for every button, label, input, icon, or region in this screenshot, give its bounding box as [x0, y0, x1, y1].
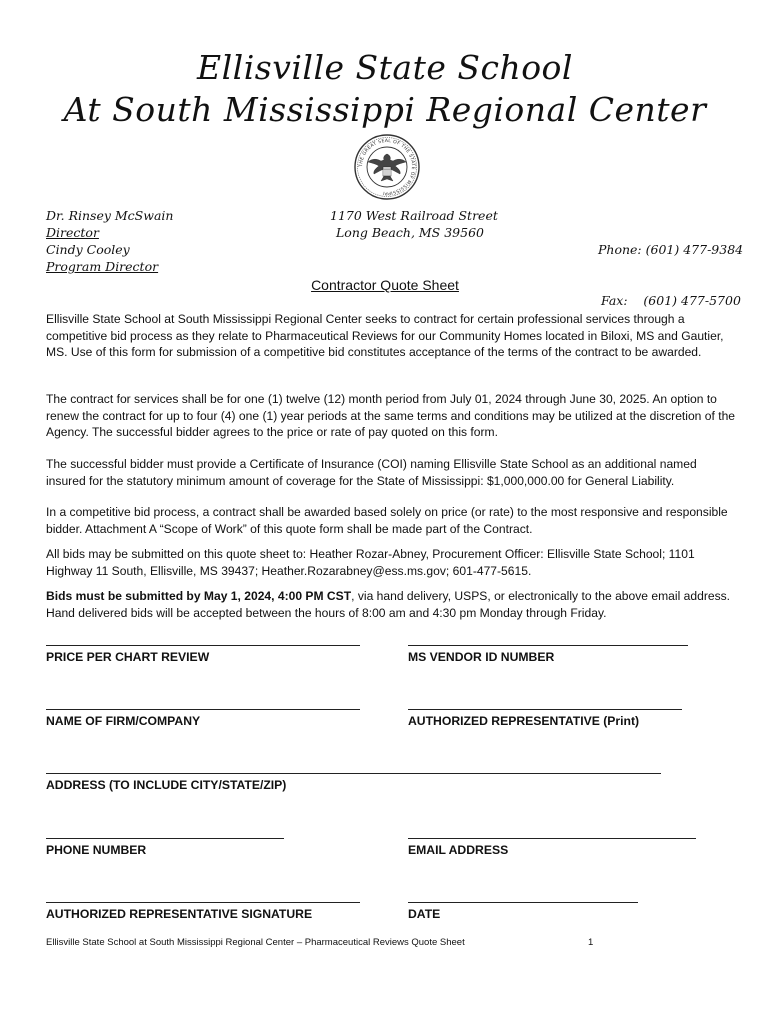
- program-director-title: Program Director: [46, 259, 159, 274]
- title-line-2: At South Mississippi Regional Center: [63, 90, 707, 129]
- paragraph-award: In a competitive bid process, a contract shall be awarded based solely on price (or rate) to the most responsive and responsible bidder. Attachment A “Scope of Work” of this quote form shall be made part of the Contract.: [46, 505, 728, 536]
- director-block: [46, 207, 173, 275]
- seal-ring-text: THE GREAT SEAL OF THE STATE OF MISSISSIPPI: [358, 138, 416, 196]
- email-address-field[interactable]: [408, 838, 696, 857]
- date-line: [408, 902, 638, 903]
- address-city: Long Beach, MS 39560: [336, 225, 484, 240]
- address-street: 1170 West Railroad Street: [330, 208, 498, 223]
- address-label: ADDRESS (TO INCLUDE CITY/STATE/ZIP): [46, 778, 287, 792]
- sheet-title: Contractor Quote Sheet: [311, 277, 459, 293]
- phone-number-header: Phone: (601) 477-9384: [598, 242, 744, 257]
- paragraph-submission: All bids may be submitted on this quote sheet to: Heather Rozar-Abney, Procurement Officer: Ellisville State School; 1101 Highway 11 South, Ellisville, MS 39437; Heather.Rozarabney@ess.ms.gov; 601-477-5615.: [46, 547, 695, 578]
- phone-number-field[interactable]: [46, 838, 284, 857]
- address-line: [46, 773, 661, 774]
- fax-number-header: Fax: (601) 477-5700: [601, 293, 741, 308]
- program-director-name: Cindy Cooley: [46, 242, 130, 257]
- vendor-id-label: MS VENDOR ID NUMBER: [408, 650, 555, 664]
- ms-vendor-id-field[interactable]: [408, 645, 688, 664]
- rep-print-label: AUTHORIZED REPRESENTATIVE (Print): [408, 714, 640, 728]
- signature-line: [46, 902, 360, 903]
- vendor-id-line: [408, 645, 688, 646]
- paragraph-deadline: [46, 588, 736, 621]
- price-per-chart-review-field[interactable]: [46, 645, 360, 664]
- title-line-1: Ellisville State School: [197, 48, 573, 87]
- phone-line: [46, 838, 284, 839]
- state-seal-icon: [354, 134, 420, 200]
- firm-line: [46, 709, 360, 710]
- authorized-rep-print-field[interactable]: [408, 709, 682, 728]
- signature-label: AUTHORIZED REPRESENTATIVE SIGNATURE: [46, 907, 313, 921]
- price-label: PRICE PER CHART REVIEW: [46, 650, 210, 664]
- paragraph-contract-term: The contract for services shall be for one (1) twelve (12) month period from July 01, 2024 through June 30, 2025. An option to renew the contract for up to four (4) one (1) year periods at the same terms and conditions may be utilized at the discretion of the Agency. The successful bidder agrees to the price or rate of pay quoted on this form.: [46, 392, 736, 439]
- date-field[interactable]: [408, 902, 638, 921]
- authorized-rep-signature-field[interactable]: [46, 902, 360, 921]
- date-label: DATE: [408, 907, 441, 921]
- firm-name-field[interactable]: [46, 709, 360, 728]
- email-line: [408, 838, 696, 839]
- firm-label: NAME OF FIRM/COMPANY: [46, 714, 201, 728]
- phone-label: PHONE NUMBER: [46, 843, 147, 857]
- director-name: Dr. Rinsey McSwain: [46, 208, 174, 223]
- page-number: 1: [588, 937, 594, 948]
- director-title: Director: [46, 225, 99, 240]
- footer-text: Ellisville State School at South Mississippi Regional Center – Pharmaceutical Reviews Quote Sheet: [46, 937, 465, 948]
- address-field[interactable]: [46, 773, 661, 792]
- paragraph-insurance: The successful bidder must provide a Certificate of Insurance (COI) naming Ellisville State School as an additional named insured for the statutory minimum amount of coverage for the State of Mississippi: $1,000,000.00 for General Liability.: [46, 457, 697, 488]
- paragraph-intro: Ellisville State School at South Mississippi Regional Center seeks to contract for certain professional services through a competitive bid process as they relate to Pharmaceutical Reviews for our Community Homes located in Biloxi, MS and Gautier, MS. Use of this form for submission of a competitive bid constitutes acceptance of the terms of the contract to be awarded.: [46, 312, 724, 359]
- deadline-rest: , via hand delivery, USPS, or electronically to the above email address. Hand delivered bids will be accepted between the hours of 8:00 am and 4:30 pm Monday through Friday.: [46, 589, 731, 620]
- price-line: [46, 645, 360, 646]
- contact-block: [598, 207, 743, 326]
- email-label: EMAIL ADDRESS: [408, 843, 509, 857]
- rep-print-line: [408, 709, 682, 710]
- deadline-bold: Bids must be submitted by May 1, 2024, 4:00 PM CST: [46, 589, 352, 603]
- address-block: [330, 207, 498, 241]
